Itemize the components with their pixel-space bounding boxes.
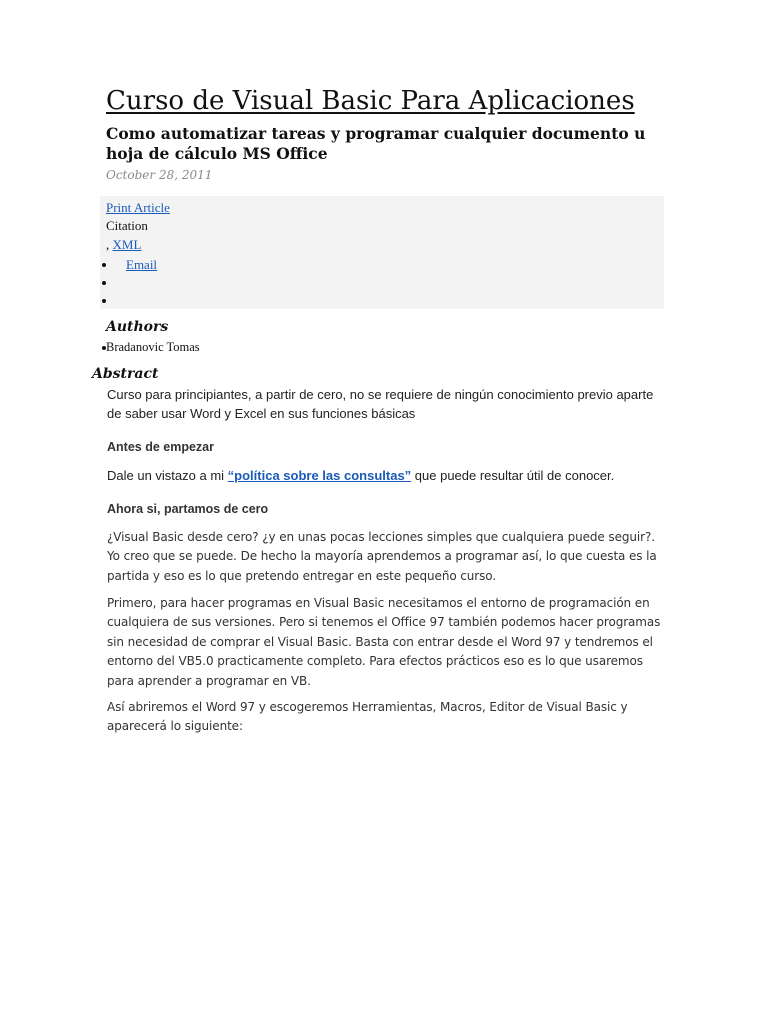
xml-link[interactable]: XML bbox=[112, 237, 142, 252]
body-paragraph-3: Así abriremos el Word 97 y escogeremos Herramientas, Macros, Editor de Visual Basic y aparecerá lo siguiente: bbox=[107, 700, 628, 734]
citation-comma: , bbox=[106, 237, 110, 252]
body-paragraph-1: ¿Visual Basic desde cero? ¿y en unas pocas lecciones simples que cualquiera puede seguir?. Yo creo que se puede. De hecho la mayoría aprendemos a programar así, lo que cuesta es la partida y eso es lo que pretendo entregar en este pequeño curso. bbox=[107, 530, 657, 583]
consultas-paragraph bbox=[107, 468, 614, 483]
article-title: Curso de Visual Basic Para Aplicaciones bbox=[106, 86, 635, 116]
email-link[interactable]: Email bbox=[126, 257, 158, 272]
print-article-link[interactable]: Print Article bbox=[106, 200, 170, 215]
list-bullet bbox=[102, 263, 106, 267]
citation-formats bbox=[106, 237, 141, 253]
consultas-policy-link[interactable]: “política sobre las consultas” bbox=[227, 468, 412, 483]
abstract-heading: Abstract bbox=[92, 366, 159, 382]
article-subtitle: Como automatizar tareas y programar cualquier documento u hoja de cálculo MS Office bbox=[106, 124, 646, 163]
list-bullet bbox=[102, 299, 106, 303]
section-heading-ahora: Ahora si, partamos de cero bbox=[107, 502, 269, 516]
list-bullet bbox=[102, 281, 106, 285]
abstract-text: Curso para principiantes, a partir de cero, no se requiere de ningún conocimiento previo aparte de saber usar Word y Excel en sus funciones básicas bbox=[107, 387, 654, 421]
authors-heading: Authors bbox=[106, 319, 169, 335]
article-tools-box bbox=[100, 196, 664, 309]
article-date: October 28, 2011 bbox=[106, 168, 213, 182]
author-name: Bradanovic Tomas bbox=[106, 340, 200, 354]
consultas-text-pre: Dale un vistazo a mi bbox=[107, 468, 228, 483]
section-heading-antes: Antes de empezar bbox=[107, 440, 214, 454]
consultas-text-post: que puede resultar útil de conocer. bbox=[411, 468, 615, 483]
body-paragraph-2: Primero, para hacer programas en Visual Basic necesitamos el entorno de programación en cualquiera de sus versiones. Pero si tenemos el Office 97 también podemos hacer programas sin necesidad de comprar el Visual Basic. Basta con entrar desde el Word 97 y tendremos el entorno del VB5.0 practicamente completo. Para efectos prácticos eso es lo que usaremos para aprender a programar en VB. bbox=[107, 596, 661, 688]
citation-label: Citation bbox=[106, 218, 148, 233]
